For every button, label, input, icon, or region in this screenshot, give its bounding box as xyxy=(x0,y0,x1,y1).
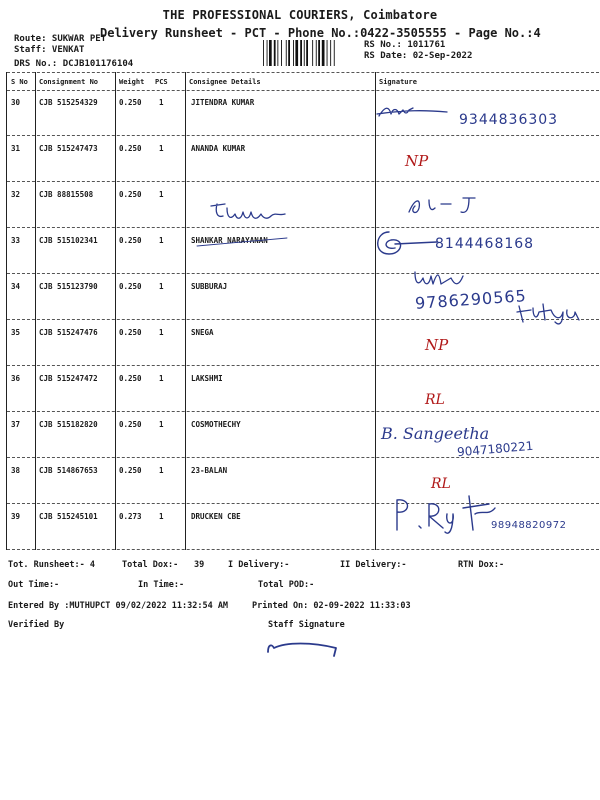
signature-row-39 xyxy=(389,490,509,540)
signature-row-33 xyxy=(369,228,441,258)
cell-sno: 30 xyxy=(11,98,21,107)
cell-pcs: 1 xyxy=(159,144,164,153)
col-header-pcs: PCS xyxy=(155,78,168,86)
cell-weight: 0.273 xyxy=(119,512,142,521)
total-runsheet: Tot. Runsheet:- 4 xyxy=(8,560,95,570)
handwritten-mark-35: NP xyxy=(425,336,449,354)
staff-signature-label: Staff Signature xyxy=(268,620,345,630)
cell-weight: 0.250 xyxy=(119,144,142,153)
entered-by: Entered By :MUTHUPCT 09/02/2022 11:32:54 AM xyxy=(8,601,229,611)
table-row xyxy=(7,366,599,412)
cell-pcs: 1 xyxy=(159,420,164,429)
cell-weight: 0.250 xyxy=(119,282,142,291)
cell-consignee: SUBBURAJ xyxy=(191,282,228,291)
cell-pcs: 1 xyxy=(159,466,164,475)
cell-consignment-no: CJB 515123790 xyxy=(39,282,98,291)
cell-weight: 0.250 xyxy=(119,236,142,245)
cell-sno: 33 xyxy=(11,236,21,245)
cell-weight: 0.250 xyxy=(119,420,142,429)
cell-consignment-no: CJB 515254329 xyxy=(39,98,98,107)
row-separator xyxy=(7,549,599,550)
company-title: THE PROFESSIONAL COURIERS, Coimbatore xyxy=(162,8,438,22)
staff-label: Staff: VENKAT xyxy=(14,45,85,55)
signature-row-30 xyxy=(375,102,461,122)
cell-consignee: LAKSHMI xyxy=(191,374,223,383)
cell-consignee: JITENDRA KUMAR xyxy=(191,98,255,107)
cell-pcs: 1 xyxy=(159,190,164,199)
signature-row-32 xyxy=(205,198,301,228)
cell-consignee: SNEGA xyxy=(191,328,214,337)
ii-delivery-label: II Delivery:- xyxy=(340,560,407,570)
cell-consignee: DRUCKEN CBE xyxy=(191,512,241,521)
cell-sno: 36 xyxy=(11,374,21,383)
handwritten-phone-39: 98948820972 xyxy=(491,520,567,531)
cell-consignment-no: CJB 515245101 xyxy=(39,512,98,521)
cell-pcs: 1 xyxy=(159,512,164,521)
cell-weight: 0.250 xyxy=(119,328,142,337)
signature-row-34 xyxy=(411,268,467,290)
table-row xyxy=(7,320,599,366)
in-time-label: In Time:- xyxy=(138,580,185,590)
cell-sno: 34 xyxy=(11,282,21,291)
barcode-image xyxy=(262,40,358,66)
signature-row-32-b xyxy=(405,192,493,218)
cell-sno: 39 xyxy=(11,512,21,521)
cell-weight: 0.250 xyxy=(119,98,142,107)
signature-row-34-b xyxy=(515,298,591,328)
cell-weight: 0.250 xyxy=(119,190,142,199)
cell-pcs: 1 xyxy=(159,374,164,383)
handwritten-mark-36: RL xyxy=(425,392,445,408)
cell-pcs: 1 xyxy=(159,236,164,245)
runsheet-table xyxy=(6,72,599,550)
handwritten-name-37: B. Sangeetha xyxy=(381,424,490,443)
handwritten-phone-37: 9047180221 xyxy=(456,438,534,460)
cell-pcs: 1 xyxy=(159,98,164,107)
out-time-label: Out Time:- xyxy=(8,580,60,590)
staff-signature-image xyxy=(262,636,342,662)
col-header-sno: S No xyxy=(11,78,28,86)
drs-number: DRS No.: DCJB101176104 xyxy=(14,59,134,69)
total-pod-label: Total POD:- xyxy=(258,580,315,590)
cell-consignment-no: CJB 514867653 xyxy=(39,466,98,475)
cell-sno: 35 xyxy=(11,328,21,337)
handwritten-phone-33: 8144468168 xyxy=(435,236,535,252)
handwritten-mark-38: RL xyxy=(431,476,451,492)
col-header-weight: Weight xyxy=(119,78,145,86)
col-header-signature: Signature xyxy=(379,78,417,86)
cell-weight: 0.250 xyxy=(119,374,142,383)
table-row xyxy=(7,458,599,504)
handwritten-mark-31: NP xyxy=(405,152,429,170)
handwritten-phone-30: 9344836303 xyxy=(459,112,559,128)
col-header-consignment: Consignment No xyxy=(39,78,99,86)
cell-consignment-no: CJB 515102341 xyxy=(39,236,98,245)
cell-pcs: 1 xyxy=(159,282,164,291)
rs-date: RS Date: 02-Sep-2022 xyxy=(364,51,473,61)
table-top-rule xyxy=(7,72,599,73)
cell-sno: 32 xyxy=(11,190,21,199)
cell-consignment-no: CJB 515247473 xyxy=(39,144,98,153)
total-dox-value: 39 xyxy=(194,560,205,570)
total-dox-label: Total Dox:- xyxy=(122,560,179,570)
verified-by-label: Verified By xyxy=(8,620,65,630)
runsheet-subtitle: Delivery Runsheet - PCT - Phone No.:0422-3505555 - Page No.:4 xyxy=(100,26,541,40)
cell-consignment-no: CJB 515247476 xyxy=(39,328,98,337)
printed-on: Printed On: 02-09-2022 11:33:03 xyxy=(252,601,411,611)
cell-weight: 0.250 xyxy=(119,466,142,475)
cell-consignee: COSMOTHECHY xyxy=(191,420,241,429)
cell-consignee: 23-BALAN xyxy=(191,466,228,475)
handwriting-row-33-line xyxy=(187,228,297,252)
cell-consignee: ANANDA KUMAR xyxy=(191,144,246,153)
col-header-consignee: Consignee Details xyxy=(189,78,261,86)
table-row xyxy=(7,136,599,182)
cell-consignment-no: CJB 515182820 xyxy=(39,420,98,429)
cell-sno: 37 xyxy=(11,420,21,429)
route-label: Route: SUKWAR PET xyxy=(14,34,107,44)
cell-sno: 38 xyxy=(11,466,21,475)
cell-consignment-no: CJB 515247472 xyxy=(39,374,98,383)
cell-pcs: 1 xyxy=(159,328,164,337)
handwritten-phone-34: 9786290565 xyxy=(414,286,528,313)
table-row xyxy=(7,182,599,228)
cell-sno: 31 xyxy=(11,144,21,153)
rtn-dox-label: RTN Dox:- xyxy=(458,560,505,570)
rs-number: RS No.: 1011761 xyxy=(364,40,446,50)
cell-consignee: SHANKAR NARAYANAN xyxy=(191,236,268,245)
cell-consignment-no: CJB 88815508 xyxy=(39,190,94,199)
i-delivery-label: I Delivery:- xyxy=(228,560,290,570)
